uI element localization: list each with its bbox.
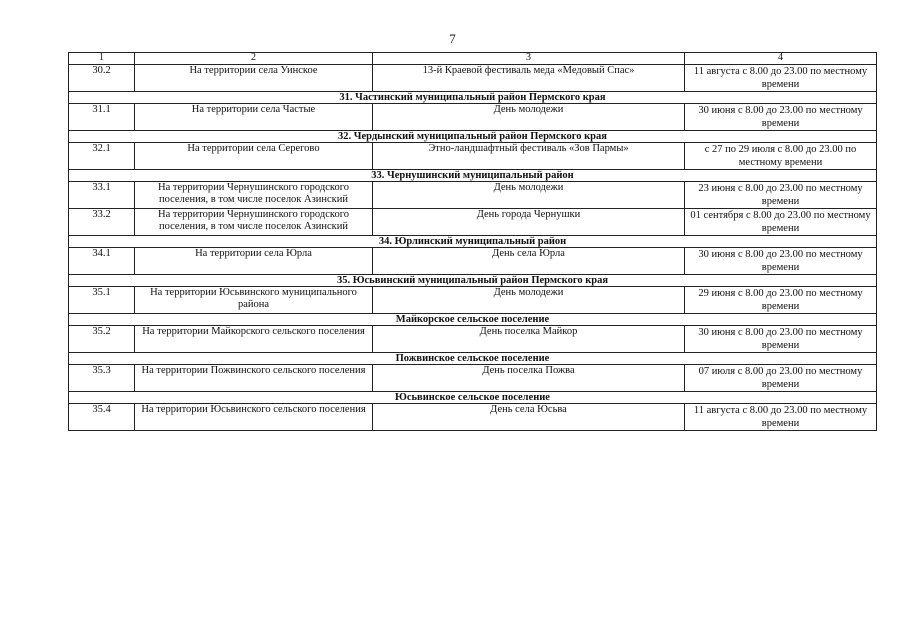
row-number: 35.1 bbox=[69, 287, 135, 314]
column-header-4: 4 bbox=[685, 53, 877, 65]
table-body bbox=[69, 65, 877, 431]
row-event: День молодежи bbox=[373, 104, 685, 131]
row-number: 32.1 bbox=[69, 143, 135, 170]
row-time: 30 июня с 8.00 до 23.00 по местному времени bbox=[685, 104, 877, 131]
row-number: 31.1 bbox=[69, 104, 135, 131]
section-header-row bbox=[69, 236, 877, 248]
section-title: 34. Юрлинский муниципальный район bbox=[69, 236, 877, 248]
row-number: 35.3 bbox=[69, 365, 135, 392]
table-row bbox=[69, 209, 877, 236]
table-row bbox=[69, 404, 877, 431]
row-place: На территории села Серегово bbox=[135, 143, 373, 170]
row-time: 23 июня с 8.00 до 23.00 по местному времени bbox=[685, 182, 877, 209]
row-place: На территории Майкорского сельского поселения bbox=[135, 326, 373, 353]
row-time: 07 июля с 8.00 до 23.00 по местному времени bbox=[685, 365, 877, 392]
header-row bbox=[69, 53, 877, 65]
column-header-1: 1 bbox=[69, 53, 135, 65]
row-number: 35.4 bbox=[69, 404, 135, 431]
row-event: День села Юрла bbox=[373, 248, 685, 275]
section-header-row bbox=[69, 392, 877, 404]
row-time: 01 сентября с 8.00 до 23.00 по местному времени bbox=[685, 209, 877, 236]
table-row bbox=[69, 326, 877, 353]
row-event: 13-й Краевой фестиваль меда «Медовый Спас» bbox=[373, 65, 685, 92]
row-time: 29 июня с 8.00 до 23.00 по местному времени bbox=[685, 287, 877, 314]
section-header-row bbox=[69, 275, 877, 287]
section-header-row bbox=[69, 170, 877, 182]
page-number: 7 bbox=[449, 31, 456, 46]
section-title: 35. Юсьвинский муниципальный район Пермского края bbox=[69, 275, 877, 287]
row-event: День молодежи bbox=[373, 182, 685, 209]
section-title: Майкорское сельское поселение bbox=[69, 314, 877, 326]
row-time: 11 августа с 8.00 до 23.00 по местному времени bbox=[685, 404, 877, 431]
section-header-row bbox=[69, 92, 877, 104]
section-header-row bbox=[69, 353, 877, 365]
table-row bbox=[69, 248, 877, 275]
section-title: 31. Частинский муниципальный район Пермского края bbox=[69, 92, 877, 104]
row-event: Этно-ландшафтный фестиваль «Зов Пармы» bbox=[373, 143, 685, 170]
row-time: с 27 по 29 июля с 8.00 до 23.00 по местному времени bbox=[685, 143, 877, 170]
section-title: 32. Чердынский муниципальный район Пермского края bbox=[69, 131, 877, 143]
row-place: На территории села Юрла bbox=[135, 248, 373, 275]
row-event: День поселка Майкор bbox=[373, 326, 685, 353]
row-place: На территории Юсьвинского муниципального района bbox=[135, 287, 373, 314]
row-time: 11 августа с 8.00 до 23.00 по местному времени bbox=[685, 65, 877, 92]
column-header-3: 3 bbox=[373, 53, 685, 65]
column-header-2: 2 bbox=[135, 53, 373, 65]
row-place: На территории Чернушинского городского поселения, в том числе поселок Азинский bbox=[135, 209, 373, 236]
row-time: 30 июня с 8.00 до 23.00 по местному времени bbox=[685, 248, 877, 275]
row-place: На территории села Уинское bbox=[135, 65, 373, 92]
section-title: 33. Чернушинский муниципальный район bbox=[69, 170, 877, 182]
row-event: День города Чернушки bbox=[373, 209, 685, 236]
table-row bbox=[69, 65, 877, 92]
row-place: На территории Пожвинского сельского поселения bbox=[135, 365, 373, 392]
row-number: 33.2 bbox=[69, 209, 135, 236]
table-row bbox=[69, 143, 877, 170]
row-place: На территории села Частые bbox=[135, 104, 373, 131]
row-number: 35.2 bbox=[69, 326, 135, 353]
row-number: 33.1 bbox=[69, 182, 135, 209]
row-event: День села Юсьва bbox=[373, 404, 685, 431]
section-header-row bbox=[69, 314, 877, 326]
table-row bbox=[69, 287, 877, 314]
table-row bbox=[69, 365, 877, 392]
events-table bbox=[68, 52, 877, 431]
table-row bbox=[69, 104, 877, 131]
table-row bbox=[69, 182, 877, 209]
section-header-row bbox=[69, 131, 877, 143]
row-place: На территории Чернушинского городского поселения, в том числе поселок Азинский bbox=[135, 182, 373, 209]
row-number: 30.2 bbox=[69, 65, 135, 92]
row-number: 34.1 bbox=[69, 248, 135, 275]
row-event: День молодежи bbox=[373, 287, 685, 314]
section-title: Пожвинское сельское поселение bbox=[69, 353, 877, 365]
row-place: На территории Юсьвинского сельского поселения bbox=[135, 404, 373, 431]
row-event: День поселка Пожва bbox=[373, 365, 685, 392]
row-time: 30 июня с 8.00 до 23.00 по местному времени bbox=[685, 326, 877, 353]
section-title: Юсьвинское сельское поселение bbox=[69, 392, 877, 404]
